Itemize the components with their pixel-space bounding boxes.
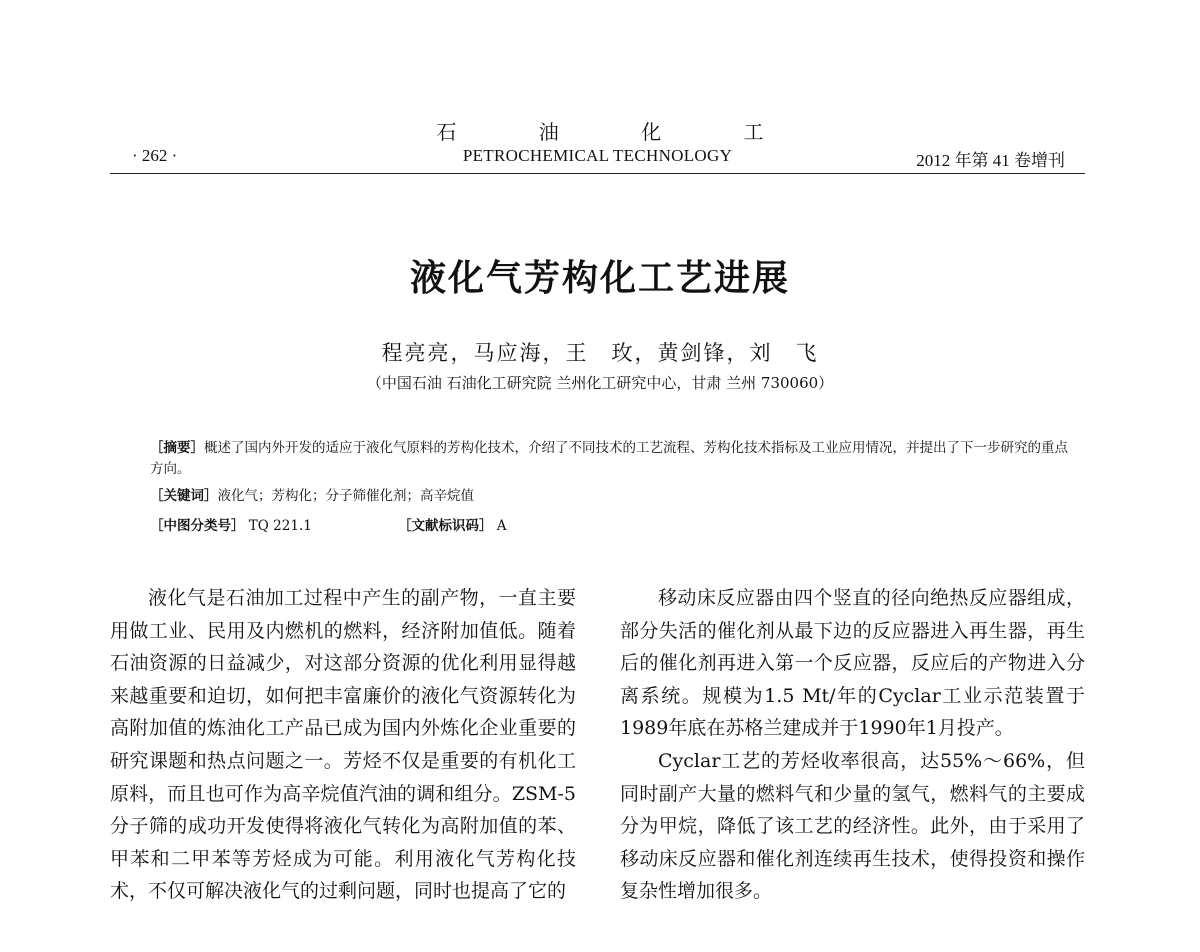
doc-code-value: A <box>496 518 507 534</box>
classification-line <box>150 516 1070 537</box>
clc-label: ［中图分类号］ <box>150 518 245 534</box>
header-rule <box>110 173 1085 174</box>
abstract-text: 概述了国内外开发的适应于液化气原料的芳构化技术，介绍了不同技术的工艺流程、芳构化技术指标及工业应用情况，并提出了下一步研究的重点方向。 <box>150 440 1068 477</box>
page-number: · 262 · <box>132 146 178 165</box>
body-column-left <box>110 582 576 908</box>
article-title: 液化气芳构化工艺进展 <box>409 258 790 299</box>
abstract-label: ［摘要］ <box>150 440 204 456</box>
author-list: 程亮亮，马应海，王 玫，黄剑锋，刘 飞 <box>381 341 819 365</box>
paragraph: 移动床反应器由四个竖直的径向绝热反应器组成，部分失活的催化剂从最下边的反应器进入再生器，再生后的催化剂再进入第一个反应器，反应后的产物进入分离系统。规模为1.5 Mt/年的Cyclar工业示范装置于1989年底在苏格兰建成并于1990年1月投产。 <box>620 587 1085 740</box>
journal-title-cn: 石 油 化 工 <box>436 120 802 144</box>
running-header <box>110 146 1085 172</box>
abstract <box>150 438 1070 480</box>
paragraph: Cyclar工艺的芳烃收率很高，达55%～66%，但同时副产大量的燃料气和少量的氢气，燃料气的主要成分为甲烷，降低了该工艺的经济性。此外，由于采用了移动床反应器和催化剂连续再生技术，使得投资和操作复杂性增加很多。 <box>620 749 1085 903</box>
clc-value: TQ 221.1 <box>248 518 312 534</box>
keywords <box>150 486 1070 507</box>
affiliation: （中国石油 石油化工研究院 兰州化工研究中心，甘肃 兰州 730060） <box>366 374 834 392</box>
keywords-label: ［关键词］ <box>150 488 218 504</box>
doc-code-label: ［文献标识码］ <box>398 518 493 534</box>
keywords-text: 液化气；芳构化；分子筛催化剂；高辛烷值 <box>217 488 474 504</box>
body-column-right <box>620 582 1085 908</box>
journal-title-en: PETROCHEMICAL TECHNOLOGY <box>462 146 733 165</box>
paragraph: 液化气是石油加工过程中产生的副产物，一直主要用做工业、民用及内燃机的燃料，经济附加值低。随着石油资源的日益减少，对这部分资源的优化利用显得越来越重要和迫切，如何把丰富廉价的液化气资源转化为高附加值的炼油化工产品已成为国内外炼化企业重要的研究课题和热点问题之一。芳烃不仅是重要的有机化工原料，而且也可作为高辛烷值汽油的调和组分。ZSM-5分子筛的成功开发使得将液化气转化为高附加值的苯、甲苯和二甲苯等芳烃成为可能。利用液化气芳构化技术，不仅可解决液化气的过剩问题，同时也提高了它的 <box>110 587 576 903</box>
issue-info: 2012 年第 41 卷增刊 <box>916 151 1065 170</box>
